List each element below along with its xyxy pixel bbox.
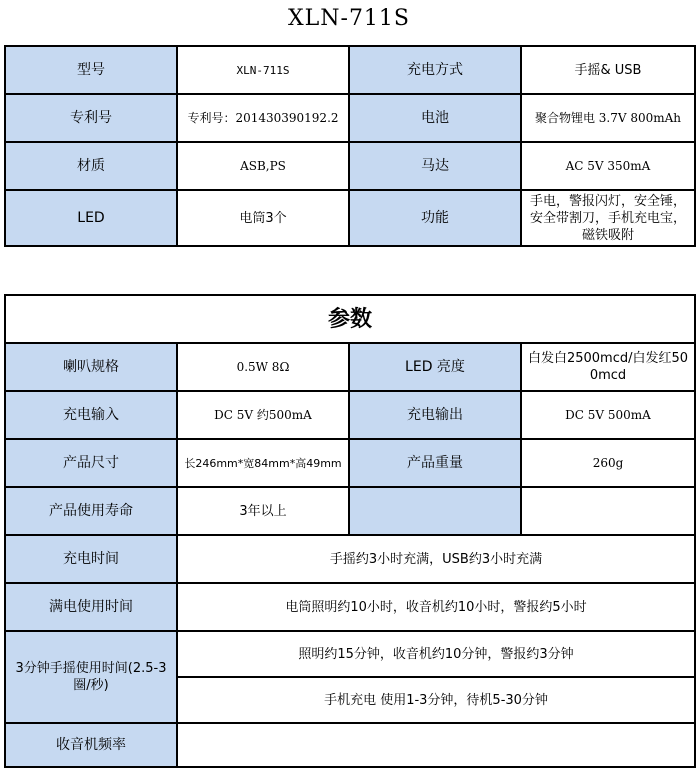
table-row: [5, 190, 695, 246]
spec-table: [4, 45, 696, 247]
radio-frequency-value: [177, 723, 695, 767]
battery-label: 电池: [349, 94, 521, 142]
motor-label: 马达: [349, 142, 521, 190]
led-brightness-label: LED 亮度: [349, 343, 521, 391]
model-value: XLN-711S: [177, 46, 349, 94]
lifespan-label: 产品使用寿命: [5, 487, 177, 535]
function-label: 功能: [349, 190, 521, 246]
lifespan-value: 3年以上: [177, 487, 349, 535]
document-title: XLN-711S: [287, 6, 411, 31]
full-use-value: 电筒照明约10小时，收音机约10小时，警报约5小时: [177, 583, 695, 631]
motor-value: AC 5V 350mA: [521, 142, 695, 190]
table-row: [5, 46, 695, 94]
crank-use-label: 3分钟手摇使用时间(2.5-3圈/秒): [5, 631, 177, 723]
charge-time-label: 充电时间: [5, 535, 177, 583]
empty-label-cell: [349, 487, 521, 535]
weight-value: 260g: [521, 439, 695, 487]
table-row: [5, 94, 695, 142]
size-label: 产品尺寸: [5, 439, 177, 487]
table-row: [5, 295, 695, 343]
table-row: [5, 487, 695, 535]
led-value: 电筒3个: [177, 190, 349, 246]
charge-output-value: DC 5V 500mA: [521, 391, 695, 439]
params-table: [4, 294, 696, 768]
size-value: 长246mm*宽84mm*高49mm: [177, 439, 349, 487]
crank-use-value-2: 手机充电 使用1-3分钟，待机5-30分钟: [177, 677, 695, 723]
table-row: [5, 723, 695, 767]
charge-input-label: 充电输入: [5, 391, 177, 439]
crank-use-value-1: 照明约15分钟，收音机约10分钟，警报约3分钟: [177, 631, 695, 677]
full-use-label: 满电使用时间: [5, 583, 177, 631]
table-row: [5, 391, 695, 439]
charging-method-value: 手摇& USB: [521, 46, 695, 94]
led-label: LED: [5, 190, 177, 246]
patent-value: 专利号：201430390192.2: [177, 94, 349, 142]
model-label: 型号: [5, 46, 177, 94]
radio-frequency-label: 收音机频率: [5, 723, 177, 767]
charge-input-value: DC 5V 约500mA: [177, 391, 349, 439]
patent-label: 专利号: [5, 94, 177, 142]
table-row: [5, 535, 695, 583]
empty-value-cell: [521, 487, 695, 535]
weight-label: 产品重量: [349, 439, 521, 487]
charge-time-value: 手摇约3小时充满，USB约3小时充满: [177, 535, 695, 583]
table-row: [5, 142, 695, 190]
led-brightness-value: 白发白2500mcd/白发红500mcd: [521, 343, 695, 391]
table-row: [5, 439, 695, 487]
table-row: [5, 631, 695, 677]
material-value: ASB,PS: [177, 142, 349, 190]
params-heading: 参数: [5, 295, 695, 343]
material-label: 材质: [5, 142, 177, 190]
function-value: 手电，警报闪灯，安全锤，安全带割刀，手机充电宝，磁铁吸附: [521, 190, 695, 246]
speaker-spec-label: 喇叭规格: [5, 343, 177, 391]
charge-output-label: 充电输出: [349, 391, 521, 439]
table-row: [5, 583, 695, 631]
charging-method-label: 充电方式: [349, 46, 521, 94]
table-row: [5, 343, 695, 391]
battery-value: 聚合物锂电 3.7V 800mAh: [521, 94, 695, 142]
speaker-spec-value: 0.5W 8Ω: [177, 343, 349, 391]
